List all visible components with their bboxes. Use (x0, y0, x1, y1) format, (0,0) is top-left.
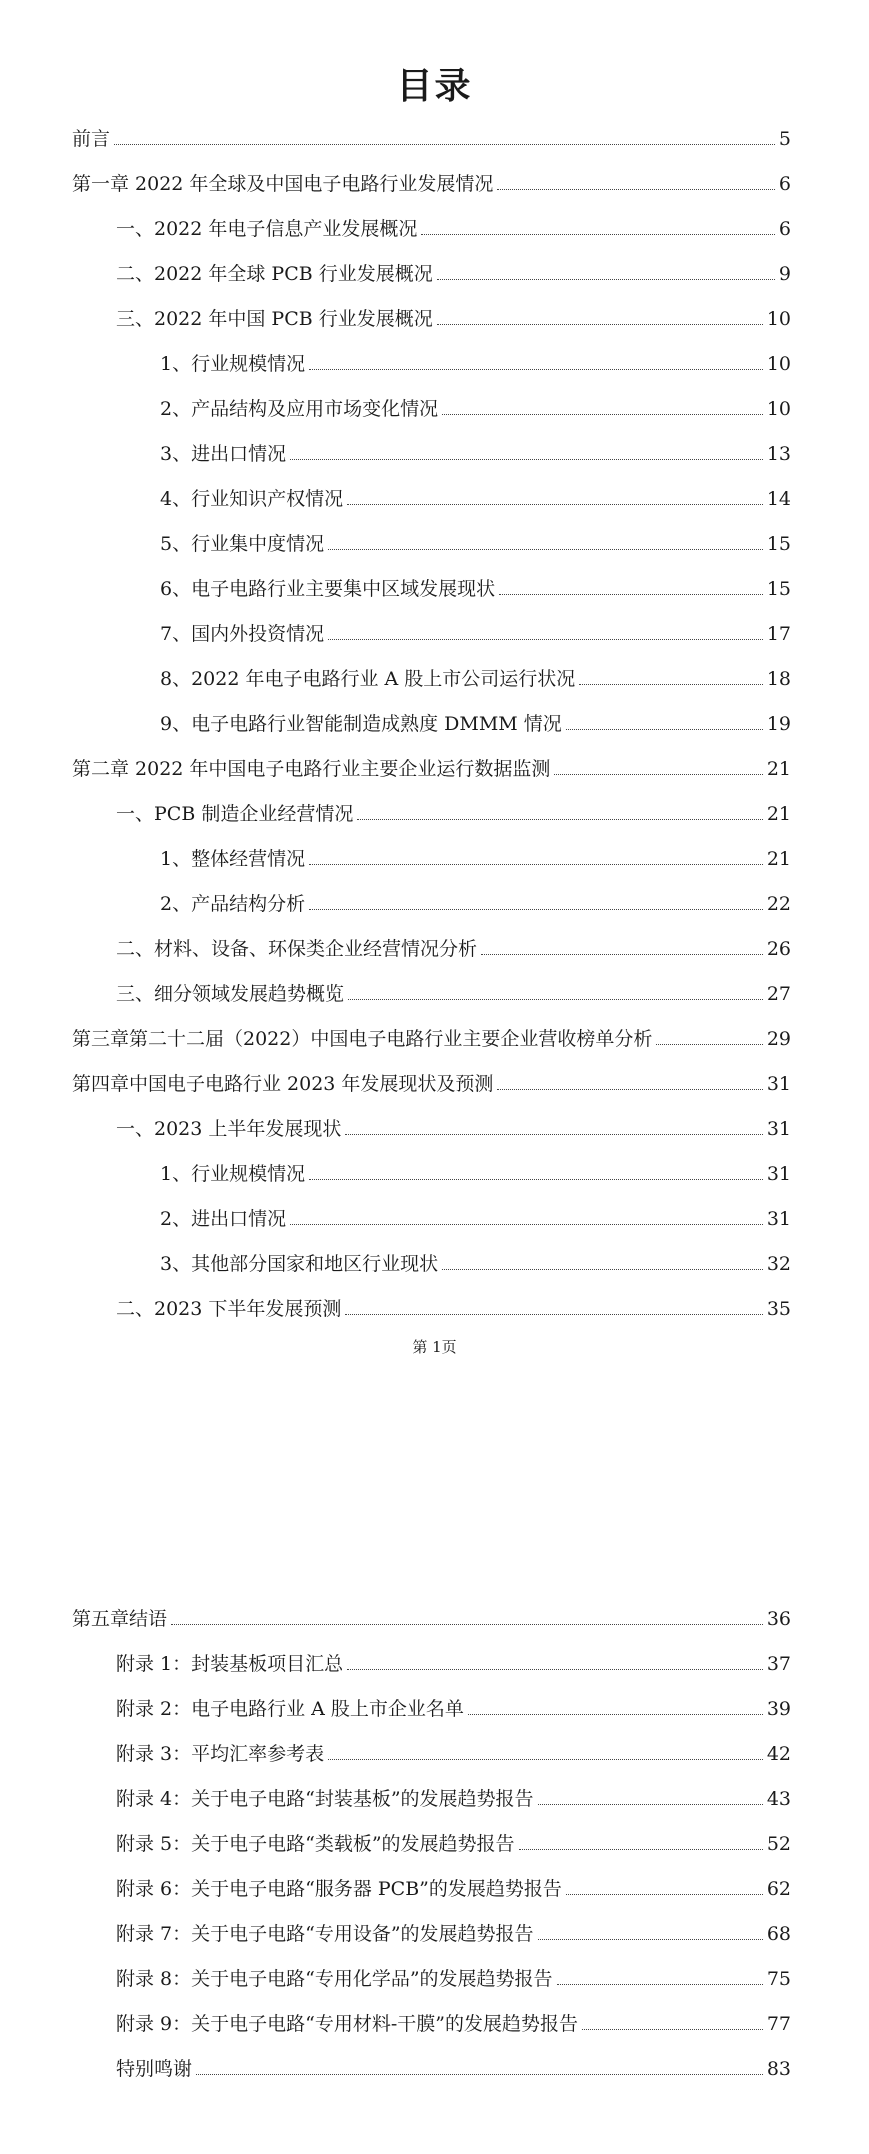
toc-entry-label: 附录 4：关于电子电路“封装基板”的发展趋势报告 (116, 1788, 534, 1810)
toc-entry-label: 附录 3：平均汇率参考表 (116, 1743, 325, 1765)
toc-entry-label: 三、细分领域发展趋势概览 (116, 983, 345, 1005)
toc-entry[interactable] (116, 936, 791, 962)
toc-leader-dots (437, 324, 763, 325)
toc-entry-page-number: 13 (766, 443, 791, 465)
toc-entry-page-number: 42 (766, 1743, 791, 1765)
toc-entry[interactable] (72, 1071, 791, 1097)
toc-entry-page-number: 62 (766, 1878, 791, 1900)
toc-entry-page-number: 15 (766, 578, 791, 600)
toc-entry-label: 附录 6：关于电子电路“服务器 PCB”的发展趋势报告 (116, 1878, 562, 1900)
toc-entry-label: 特别鸣谢 (116, 2058, 193, 2080)
toc-entry-page-number: 21 (766, 848, 791, 870)
toc-leader-dots (554, 774, 762, 775)
toc-leader-dots (347, 504, 763, 505)
toc-entry[interactable] (116, 1966, 791, 1992)
toc-entry[interactable] (160, 621, 791, 647)
toc-leader-dots (309, 864, 763, 865)
toc-entry-page-number: 5 (778, 128, 791, 150)
toc-leader-dots (290, 459, 763, 460)
toc-entry-page-number: 52 (766, 1833, 791, 1855)
toc-entry-page-number: 83 (766, 2058, 791, 2080)
toc-entry[interactable] (72, 171, 791, 197)
toc-entry-page-number: 6 (778, 173, 791, 195)
toc-entry[interactable] (160, 396, 791, 422)
toc-entry-label: 附录 7：关于电子电路“专用设备”的发展趋势报告 (116, 1923, 534, 1945)
toc-entry-label: 附录 2：电子电路行业 A 股上市企业名单 (116, 1698, 464, 1720)
toc-entry-page-number: 10 (766, 398, 791, 420)
page-title: 目录 (396, 66, 473, 107)
toc-entry[interactable] (116, 2011, 791, 2037)
toc-entry-label: 附录 1：封装基板项目汇总 (116, 1653, 344, 1675)
toc-entry-page-number: 21 (766, 758, 791, 780)
toc-leader-dots (114, 144, 775, 145)
toc-entry-label: 3、其他部分国家和地区行业现状 (160, 1253, 439, 1275)
toc-entry-label: 4、行业知识产权情况 (160, 488, 344, 510)
toc-entry-page-number: 17 (766, 623, 791, 645)
toc-leader-dots (557, 1984, 763, 1985)
toc-leader-dots (481, 954, 763, 955)
toc-entry-page-number: 19 (766, 713, 791, 735)
toc-entry[interactable] (116, 1786, 791, 1812)
toc-entry-label: 2、产品结构及应用市场变化情况 (160, 398, 439, 420)
toc-entry-page-number: 15 (766, 533, 791, 555)
toc-leader-dots (499, 594, 763, 595)
toc-entry-label: 1、行业规模情况 (160, 353, 306, 375)
toc-entry-label: 二、2022 年全球 PCB 行业发展概况 (116, 263, 433, 285)
toc-entry-page-number: 35 (766, 1298, 791, 1320)
toc-leader-dots (328, 549, 763, 550)
toc-entry[interactable] (160, 576, 791, 602)
toc-entry-label: 第五章结语 (72, 1608, 168, 1630)
toc-leader-dots (309, 369, 763, 370)
toc-entry-label: 附录 8：关于电子电路“专用化学品”的发展趋势报告 (116, 1968, 553, 1990)
toc-leader-dots (171, 1624, 763, 1625)
toc-entry-page-number: 29 (766, 1028, 791, 1050)
toc-entry-label: 前言 (72, 128, 111, 150)
toc-leader-dots (421, 234, 775, 235)
toc-entry[interactable] (160, 846, 791, 872)
toc-entry-page-number: 43 (766, 1788, 791, 1810)
toc-leader-dots (290, 1224, 763, 1225)
toc-entry-page-number: 31 (766, 1163, 791, 1185)
toc-entry[interactable] (160, 891, 791, 917)
toc-entry[interactable] (116, 981, 791, 1007)
toc-entry[interactable] (116, 1696, 791, 1722)
toc-leader-dots (538, 1804, 763, 1805)
toc-entry[interactable] (160, 1161, 791, 1187)
toc-entry-page-number: 68 (766, 1923, 791, 1945)
toc-entry-label: 第二章 2022 年中国电子电路行业主要企业运行数据监测 (72, 758, 551, 780)
toc-leader-dots (656, 1044, 762, 1045)
toc-entry[interactable] (160, 486, 791, 512)
toc-entry[interactable] (72, 1606, 791, 1632)
toc-leader-dots (497, 189, 774, 190)
toc-entry-page-number: 36 (766, 1608, 791, 1630)
toc-leader-dots (579, 684, 763, 685)
toc-entry[interactable] (116, 2056, 791, 2082)
toc-leader-dots (357, 819, 762, 820)
toc-entry-label: 第一章 2022 年全球及中国电子电路行业发展情况 (72, 173, 494, 195)
toc-entry-label: 1、行业规模情况 (160, 1163, 306, 1185)
toc-leader-dots (582, 2029, 763, 2030)
toc-entry[interactable] (160, 441, 791, 467)
toc-entry-page-number: 18 (766, 668, 791, 690)
toc-entry[interactable] (116, 1921, 791, 1947)
toc-entry-label: 7、国内外投资情况 (160, 623, 325, 645)
toc-leader-dots (538, 1939, 763, 1940)
toc-entry-page-number: 31 (766, 1073, 791, 1095)
toc-entry-page-number: 27 (766, 983, 791, 1005)
toc-leader-dots (519, 1849, 763, 1850)
toc-leader-dots (196, 2074, 763, 2075)
toc-entry[interactable] (116, 306, 791, 332)
toc-entry[interactable] (72, 756, 791, 782)
toc-entry[interactable] (116, 1876, 791, 1902)
toc-entry[interactable] (160, 1251, 791, 1277)
toc-entry-label: 1、整体经营情况 (160, 848, 306, 870)
toc-entry-label: 附录 9：关于电子电路“专用材料-干膜”的发展趋势报告 (116, 2013, 578, 2035)
toc-entry[interactable] (160, 1206, 791, 1232)
toc-entry[interactable] (116, 1116, 791, 1142)
toc-leader-dots (566, 1894, 763, 1895)
toc-entry-page-number: 31 (766, 1118, 791, 1140)
toc-entry-label: 附录 5：关于电子电路“类载板”的发展趋势报告 (116, 1833, 515, 1855)
toc-entry-label: 三、2022 年中国 PCB 行业发展概况 (116, 308, 433, 330)
toc-entry[interactable] (116, 1741, 791, 1767)
toc-entry-page-number: 10 (766, 353, 791, 375)
toc-entry-label: 9、电子电路行业智能制造成熟度 DMMM 情况 (160, 713, 562, 735)
toc-entry-page-number: 26 (766, 938, 791, 960)
toc-entry-page-number: 37 (766, 1653, 791, 1675)
toc-entry-page-number: 31 (766, 1208, 791, 1230)
toc-leader-dots (309, 1179, 763, 1180)
toc-entry-page-number: 6 (778, 218, 791, 240)
toc-entry-page-number: 32 (766, 1253, 791, 1275)
toc-entry-label: 第四章中国电子电路行业 2023 年发展现状及预测 (72, 1073, 494, 1095)
toc-leader-dots (566, 729, 763, 730)
toc-entry[interactable] (72, 126, 791, 152)
toc-entry-page-number: 77 (766, 2013, 791, 2035)
toc-entry[interactable] (160, 531, 791, 557)
toc-leader-dots (347, 1669, 763, 1670)
toc-leader-dots (437, 279, 775, 280)
toc-entry-label: 3、进出口情况 (160, 443, 287, 465)
toc-leader-dots (328, 639, 763, 640)
toc-entry-label: 8、2022 年电子电路行业 A 股上市公司运行状况 (160, 668, 576, 690)
toc-entry-label: 第三章第二十二届（2022）中国电子电路行业主要企业营收榜单分析 (72, 1028, 653, 1050)
toc-entry-page-number: 75 (766, 1968, 791, 1990)
toc-entry-label: 一、PCB 制造企业经营情况 (116, 803, 354, 825)
toc-entry[interactable] (160, 711, 791, 737)
toc-entry[interactable] (116, 1831, 791, 1857)
toc-entry-page-number: 9 (778, 263, 791, 285)
toc-entry-label: 一、2022 年电子信息产业发展概况 (116, 218, 418, 240)
toc-leader-dots (328, 1759, 763, 1760)
toc-entry-label: 5、行业集中度情况 (160, 533, 325, 555)
toc-leader-dots (442, 1269, 763, 1270)
toc-entry-label: 一、2023 上半年发展现状 (116, 1118, 342, 1140)
toc-entry[interactable] (160, 351, 791, 377)
toc-entry-page-number: 10 (766, 308, 791, 330)
toc-entry-page-number: 14 (766, 488, 791, 510)
toc-entry-label: 2、产品结构分析 (160, 893, 306, 915)
toc-entry[interactable] (116, 1296, 791, 1322)
toc-entry[interactable] (116, 261, 791, 287)
toc-entry-page-number: 22 (766, 893, 791, 915)
toc-entry-label: 6、电子电路行业主要集中区域发展现状 (160, 578, 496, 600)
toc-entry[interactable] (116, 216, 791, 242)
toc-entry[interactable] (72, 1026, 791, 1052)
toc-entry-label: 二、2023 下半年发展预测 (116, 1298, 342, 1320)
toc-leader-dots (309, 909, 763, 910)
toc-entry[interactable] (116, 801, 791, 827)
toc-leader-dots (345, 1134, 762, 1135)
toc-entry-page-number: 21 (766, 803, 791, 825)
toc-leader-dots (345, 1314, 762, 1315)
toc-entry-label: 2、进出口情况 (160, 1208, 287, 1230)
toc-entry-page-number: 39 (766, 1698, 791, 1720)
toc-leader-dots (442, 414, 763, 415)
toc-entry-label: 二、材料、设备、环保类企业经营情况分析 (116, 938, 478, 960)
toc-entry[interactable] (160, 666, 791, 692)
toc-entry[interactable] (116, 1651, 791, 1677)
toc-leader-dots (468, 1714, 763, 1715)
toc-leader-dots (497, 1089, 762, 1090)
page-number-footer: 第 1页 (412, 1338, 457, 1356)
toc-leader-dots (348, 999, 763, 1000)
